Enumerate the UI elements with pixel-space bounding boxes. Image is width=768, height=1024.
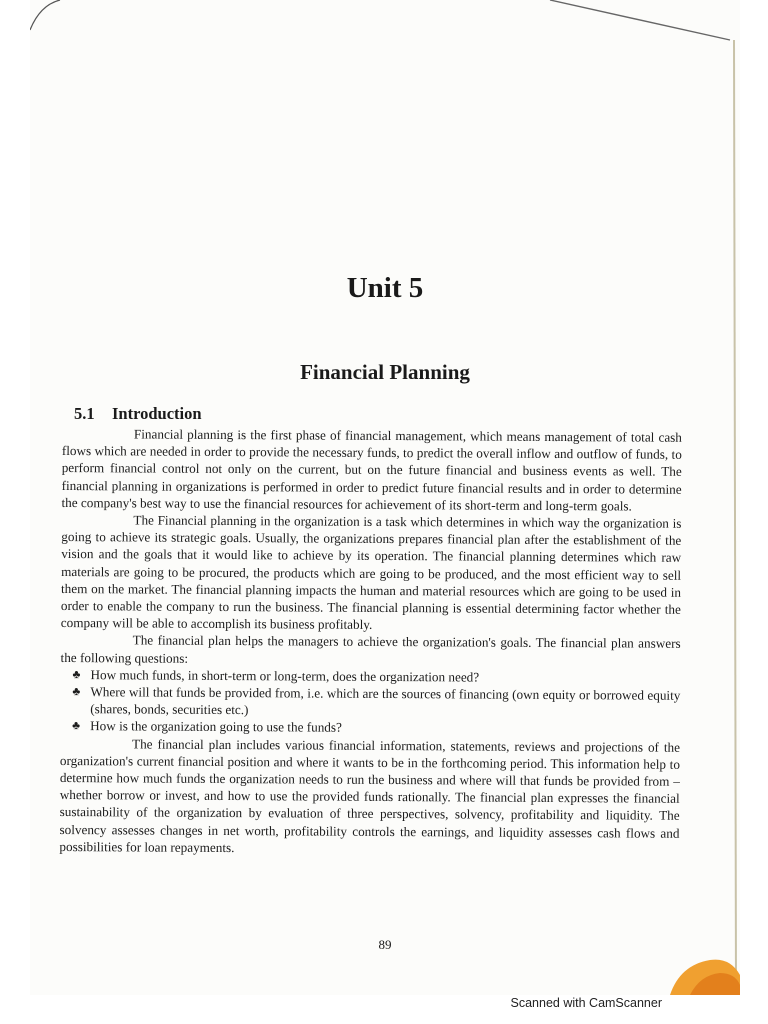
paragraph-intro: Financial planning is the first phase of financial management, which means management of total cash flows which are needed in order to provide the necessary funds, to predict the overall inflow and outflow of funds, to perform financial control not only on the current, but on the future financial and business events as well. The financial planning in organizations is performed in order to predict future financial results and in order to determine the company's best way to use the financial resources for achievement of its short-term and long-term goals. bbox=[61, 426, 682, 514]
question-text: How is the organization going to use the funds? bbox=[90, 718, 342, 736]
list-item bbox=[60, 683, 680, 721]
unit-title: Unit 5 bbox=[346, 272, 424, 304]
body-text bbox=[59, 425, 682, 859]
questions-list bbox=[60, 666, 680, 739]
club-bullet-icon: ♣ bbox=[72, 718, 81, 733]
club-bullet-icon: ♣ bbox=[72, 684, 81, 699]
page-curl-top-edge bbox=[30, 0, 740, 60]
scanned-page bbox=[30, 0, 740, 995]
page-number: 89 bbox=[378, 937, 392, 952]
section-number: 5.1 bbox=[74, 404, 95, 423]
club-bullet-icon: ♣ bbox=[72, 666, 81, 681]
chapter-title: Financial Planning bbox=[300, 360, 470, 384]
question-text: How much funds, in short-term or long-term, does the organization need? bbox=[90, 667, 480, 685]
page-right-edge bbox=[722, 0, 740, 995]
section-heading bbox=[74, 404, 202, 424]
paragraph-closing: The financial plan includes various financial information, statements, reviews and projections of the organization's current financial position and where it wants to be in the forthcoming period. This information help to determine how much funds the organization needs to run the business and where will that funds be provided from – whether borrow or invest, and how to use the provided funds rationally. The financial plan expresses the financial sustainability of the organization by evaluation of three perspectives, solvency, profitability and liquidity. The solvency assesses changes in net worth, profitability controls the earnings, and liquidity assesses cash flows and possibilities for loan repayments. bbox=[59, 736, 681, 855]
question-text: Where will that funds be provided from, i.e. which are the sources of financing (own equity or borrowed equity (shares, bonds, securities etc.) bbox=[90, 684, 681, 718]
paragraph-questions-intro: The financial plan helps the managers to achieve the organization's goals. The financial plan answers the following questions: bbox=[60, 632, 681, 666]
scanner-watermark: Scanned with CamScanner bbox=[510, 996, 662, 1010]
paragraph-task: The Financial planning in the organization is a task which determines in which way the organization is going to achieve its strategic goals. Usually, the organizations prepares financial plan after the establishment of the vision and the goals that it would like to achieve by its operation. The financial planning determines which raw materials are going to be procured, the products which are going to be produced, and the most efficient way to sell them on the market. The financial planning impacts the human and material resources which are going to be used in order to enable the company to run the business. The financial planning is essential determining factor whether the company will be able to accomplish its business profitably. bbox=[60, 512, 682, 633]
section-title: Introduction bbox=[112, 404, 202, 423]
